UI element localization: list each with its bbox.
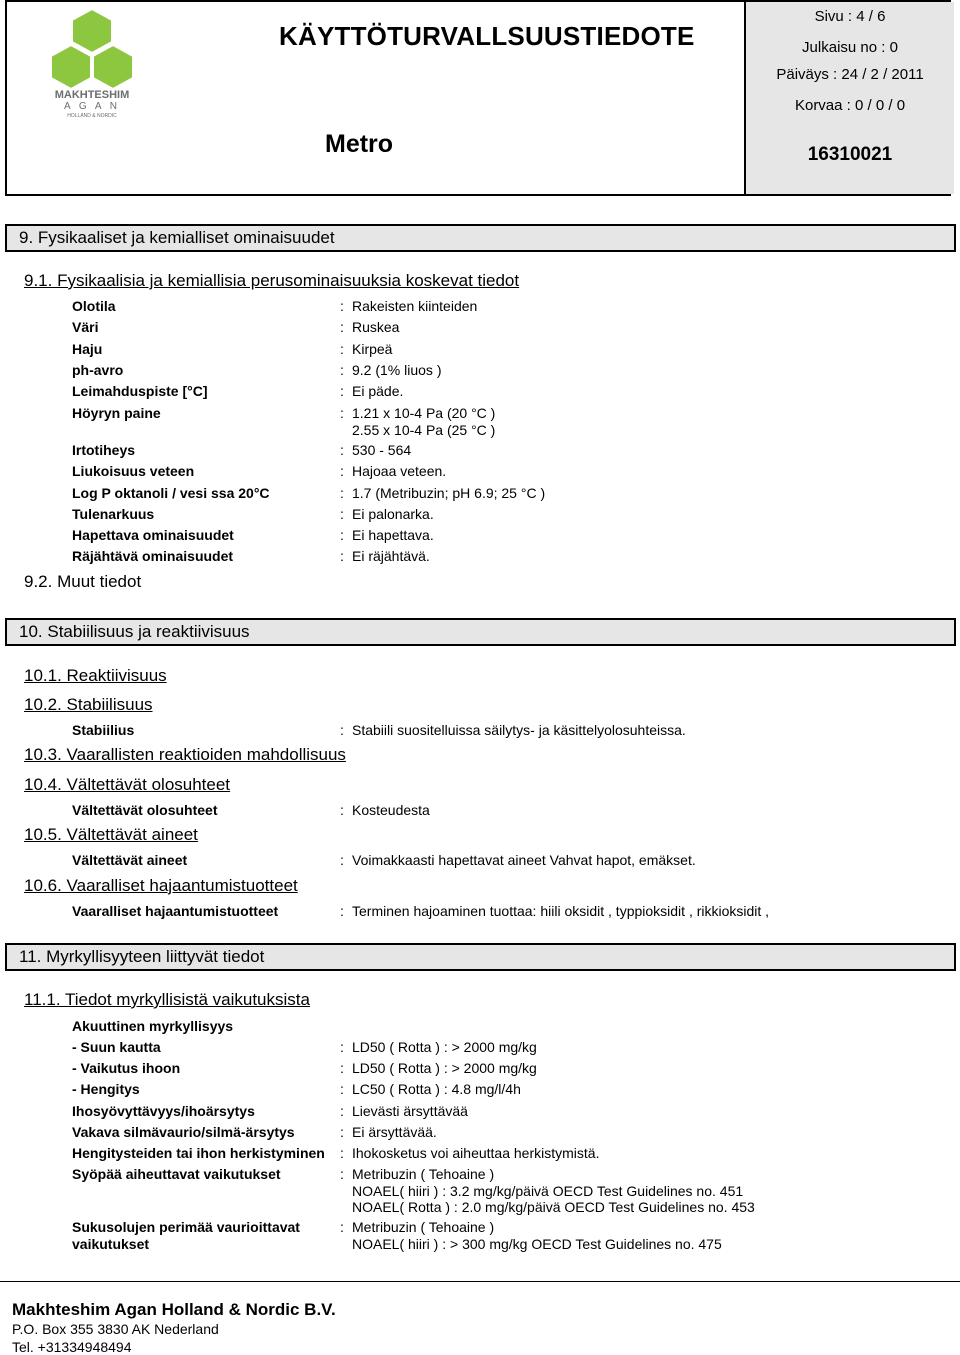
section-10-1-heading: 10.1. Reaktiivisuus <box>24 666 167 685</box>
property-value: Ihokosketus voi aiheuttaa herkistymistä. <box>352 1145 600 1161</box>
property-label: Vakava silmävaurio/silmä-ärsytys <box>72 1124 295 1140</box>
issue-date: Päiväys : 24 / 2 / 2011 <box>776 66 924 83</box>
property-label: Ihosyövyttävyys/ihoärsytys <box>72 1103 255 1119</box>
property-value: 9.2 (1% liuos ) <box>352 362 442 378</box>
property-value: LD50 ( Rotta ) : > 2000 mg/kg <box>352 1039 537 1055</box>
logo-sub: A G A N <box>63 101 121 112</box>
property-value: 530 - 564 <box>352 442 412 458</box>
section-10-heading: 10. Stabiilisuus ja reaktiivisuus <box>5 618 956 646</box>
section-10-3-heading: 10.3. Vaarallisten reaktioiden mahdollisuus <box>24 745 346 764</box>
product-name: Metro <box>325 130 394 158</box>
logo-tag: HOLLAND & NORDIC <box>67 113 117 119</box>
property-value: Rakeisten kiinteiden <box>352 298 478 314</box>
property-value: Hajoaa veteen. <box>352 463 447 479</box>
property-value: 1.7 (Metribuzin; pH 6.9; 25 °C ) <box>352 485 546 501</box>
section-11-1-heading: 11.1. Tiedot myrkyllisistä vaikutuksista <box>24 990 310 1009</box>
company-logo <box>17 7 167 119</box>
property-value: Metribuzin ( Tehoaine ) <box>352 1166 495 1182</box>
property-label: - Suun kautta <box>72 1039 161 1055</box>
property-label: Irtotiheys <box>72 442 136 458</box>
edition-number: Julkaisu no : 0 <box>802 39 898 56</box>
property-label: Höyryn paine <box>72 405 161 421</box>
property-label: Hapettava ominaisuudet <box>72 527 234 543</box>
footer-address: P.O. Box 355 3830 AK Nederland <box>12 1321 219 1337</box>
property-value: Kosteudesta <box>352 802 430 818</box>
property-value: Ei palonarka. <box>352 506 434 522</box>
property-value: LC50 ( Rotta ) : 4.8 mg/l/4h <box>352 1081 521 1097</box>
property-label: Leimahduspiste [°C] <box>72 383 208 399</box>
document-header <box>5 0 951 196</box>
property-value: Kirpeä <box>352 341 393 357</box>
property-value: NOAEL( hiiri ) : > 300 mg/kg OECD Test Guidelines no. 475 <box>352 1235 722 1252</box>
footer-phone: Tel. +31334948494 <box>12 1339 132 1355</box>
section-10-5-heading: 10.5. Vältettävät aineet <box>24 825 198 844</box>
property-label: Olotila <box>72 298 116 314</box>
product-code: 16310021 <box>807 144 893 165</box>
property-value: Ei ärsyttävää. <box>352 1124 437 1140</box>
page-number: Sivu : 4 / 6 <box>814 8 886 25</box>
section-9-2-heading: 9.2. Muut tiedot <box>24 572 142 591</box>
property-label: Räjähtävä ominaisuudet <box>72 548 234 564</box>
property-label: Vaaralliset hajaantumistuotteet <box>72 903 279 919</box>
hexagon-logo-icon <box>17 7 167 119</box>
property-label-continued: vaikutukset <box>72 1236 150 1252</box>
property-label: ph-avro <box>72 362 124 378</box>
property-value: Ruskea <box>352 319 400 335</box>
section-9-heading: 9. Fysikaaliset ja kemialliset ominaisuudet <box>5 224 956 252</box>
property-value: 1.21 x 10-4 Pa (20 °C ) <box>352 405 496 421</box>
property-value: Lievästi ärsyttävää <box>352 1103 468 1119</box>
property-value: Terminen hajoaminen tuottaa: hiili oksidit , typpioksidit , rikkioksidit , <box>352 903 770 919</box>
property-value: Ei räjähtävä. <box>352 548 430 564</box>
property-value: Ei päde. <box>352 383 404 399</box>
property-value: NOAEL( Rotta ) : 2.0 mg/kg/päivä OECD Test Guidelines no. 453 <box>352 1199 755 1215</box>
property-label: Vältettävät aineet <box>72 852 188 868</box>
property-label: Vältettävät olosuhteet <box>72 802 218 818</box>
document-info-column <box>744 2 954 194</box>
property-label: Syöpää aiheuttavat vaikutukset <box>72 1166 281 1182</box>
property-value: Ei hapettava. <box>352 527 434 543</box>
property-label: Liukoisuus veteen <box>72 463 195 479</box>
property-value: Stabiili suositelluissa säilytys- ja käsittelyolosuhteissa. <box>352 722 686 738</box>
footer-divider <box>0 1281 960 1282</box>
property-value: LD50 ( Rotta ) : > 2000 mg/kg <box>352 1060 537 1076</box>
property-value: Metribuzin ( Tehoaine ) <box>352 1219 495 1235</box>
footer-company-name: Makhteshim Agan Holland & Nordic B.V. <box>12 1300 336 1319</box>
property-label: Log P oktanoli / vesi ssa 20°C <box>72 485 270 501</box>
property-label: Tulenarkuus <box>72 506 155 522</box>
property-value: Voimakkaasti hapettavat aineet Vahvat hapot, emäkset. <box>352 852 696 868</box>
section-10-6-heading: 10.6. Vaaralliset hajaantumistuotteet <box>24 876 298 895</box>
property-label: Sukusolujen perimää vaurioittavat <box>72 1219 300 1235</box>
replaces-date: Korvaa : 0 / 0 / 0 <box>794 97 906 114</box>
document-title: KÄYTTÖTURVALLSUUSTIEDOTE <box>279 21 695 51</box>
section-10-4-heading: 10.4. Vältettävät olosuhteet <box>24 775 231 794</box>
section-9-1-heading: 9.1. Fysikaalisia ja kemiallisia perusominaisuuksia koskevat tiedot <box>24 271 520 290</box>
property-label: Haju <box>72 341 103 357</box>
property-label: Väri <box>72 319 99 335</box>
property-value: 2.55 x 10-4 Pa (25 °C ) <box>352 421 496 438</box>
logo-wordmark: MAKHTESHIM <box>54 89 130 101</box>
property-label: - Hengitys <box>72 1081 140 1097</box>
property-value: NOAEL( hiiri ) : 3.2 mg/kg/päivä OECD Test Guidelines no. 451 <box>352 1182 744 1199</box>
section-11-heading: 11. Myrkyllisyyteen liittyvät tiedot <box>5 943 956 971</box>
property-label: Stabiilius <box>72 722 135 738</box>
property-label: Akuuttinen myrkyllisyys <box>72 1018 234 1034</box>
section-10-2-heading: 10.2. Stabiilisuus <box>24 695 153 714</box>
property-label: - Vaikutus ihoon <box>72 1060 181 1076</box>
property-label: Hengitysteiden tai ihon herkistyminen <box>72 1145 325 1161</box>
